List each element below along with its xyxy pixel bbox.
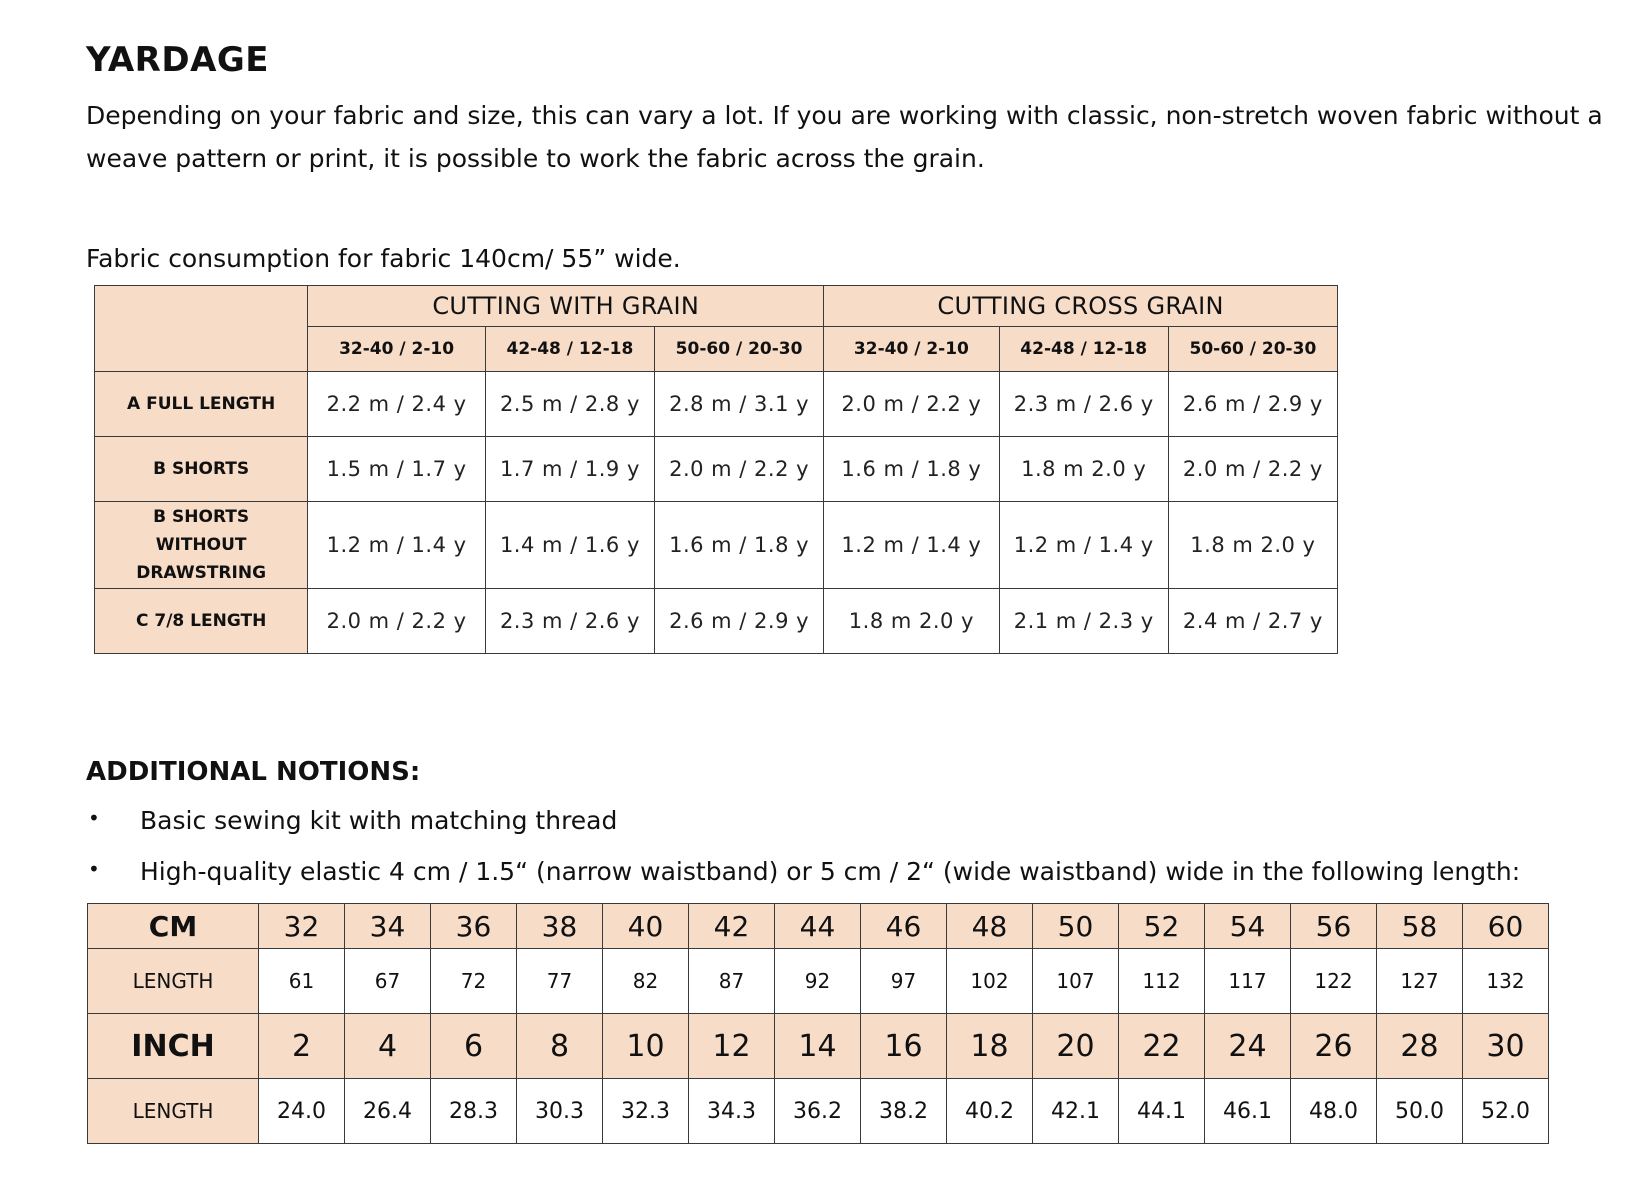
inch-size-cell: 10	[603, 1014, 689, 1079]
cm-size-cell: 46	[861, 904, 947, 949]
cm-size-cell: 36	[431, 904, 517, 949]
cm-length-cell: 132	[1463, 949, 1549, 1014]
table-cell: 1.6 m / 1.8 y	[824, 437, 999, 502]
cm-length-cell: 127	[1377, 949, 1463, 1014]
inch-length-cell: 32.3	[603, 1079, 689, 1144]
inch-length-cell: 34.3	[689, 1079, 775, 1144]
table-cell: 2.4 m / 2.7 y	[1168, 589, 1337, 654]
inch-length-cell: 42.1	[1033, 1079, 1119, 1144]
inch-length-cell: 26.4	[345, 1079, 431, 1144]
group-header-with-grain: CUTTING WITH GRAIN	[308, 286, 824, 327]
inch-size-cell: 24	[1205, 1014, 1291, 1079]
cm-size-cell: 58	[1377, 904, 1463, 949]
table-row	[95, 437, 1338, 502]
row-label-line: B SHORTS	[153, 507, 250, 527]
inch-length-cell: 36.2	[775, 1079, 861, 1144]
notions-list	[86, 806, 1520, 908]
cm-length-cell: 102	[947, 949, 1033, 1014]
cm-size-cell: 40	[603, 904, 689, 949]
table-cell: 2.1 m / 2.3 y	[999, 589, 1168, 654]
table-cell: 2.0 m / 2.2 y	[1168, 437, 1337, 502]
cm-length-cell: 97	[861, 949, 947, 1014]
inch-size-cell: 8	[517, 1014, 603, 1079]
cm-size-cell: 42	[689, 904, 775, 949]
inch-length-row	[88, 1079, 1549, 1144]
table-cell: 1.5 m / 1.7 y	[308, 437, 486, 502]
table-cell: 1.6 m / 1.8 y	[655, 502, 824, 589]
cm-size-cell: 38	[517, 904, 603, 949]
list-item-text: High-quality elastic 4 cm / 1.5“ (narrow waistband) or 5 cm / 2“ (wide waistband) wide in the following length:	[140, 857, 1521, 886]
inch-size-cell: 12	[689, 1014, 775, 1079]
inch-size-cell: 18	[947, 1014, 1033, 1079]
table-cell: 2.6 m / 2.9 y	[655, 589, 824, 654]
row-label-shorts-without-drawstring	[95, 502, 308, 589]
cm-size-cell: 52	[1119, 904, 1205, 949]
cm-length-cell: 92	[775, 949, 861, 1014]
table-cell: 1.8 m 2.0 y	[824, 589, 999, 654]
cm-length-cell: 107	[1033, 949, 1119, 1014]
inch-size-cell: 22	[1119, 1014, 1205, 1079]
cm-size-cell: 44	[775, 904, 861, 949]
cm-size-cell: 48	[947, 904, 1033, 949]
inch-size-cell: 6	[431, 1014, 517, 1079]
inch-length-cell: 50.0	[1377, 1079, 1463, 1144]
inch-label: INCH	[88, 1014, 259, 1079]
inch-length-cell: 44.1	[1119, 1079, 1205, 1144]
table-cell: 2.2 m / 2.4 y	[308, 372, 486, 437]
cm-length-cell: 77	[517, 949, 603, 1014]
yardage-corner-cell	[95, 286, 308, 372]
table-cell: 1.2 m / 1.4 y	[308, 502, 486, 589]
size-header: 50-60 / 20-30	[1168, 327, 1337, 372]
row-label-shorts: B SHORTS	[95, 437, 308, 502]
cm-size-row	[88, 904, 1549, 949]
bullet-icon: •	[88, 806, 100, 830]
list-item	[86, 806, 1520, 857]
table-cell: 2.0 m / 2.2 y	[655, 437, 824, 502]
table-cell: 2.6 m / 2.9 y	[1168, 372, 1337, 437]
inch-length-cell: 40.2	[947, 1079, 1033, 1144]
row-label-line: WITHOUT	[155, 535, 247, 555]
inch-length-cell: 48.0	[1291, 1079, 1377, 1144]
table-cell: 1.8 m 2.0 y	[1168, 502, 1337, 589]
cm-length-label: LENGTH	[88, 949, 259, 1014]
inch-size-cell: 14	[775, 1014, 861, 1079]
table-cell: 2.3 m / 2.6 y	[485, 589, 654, 654]
row-label-full-length: A FULL LENGTH	[95, 372, 308, 437]
cm-length-cell: 72	[431, 949, 517, 1014]
row-label-line: DRAWSTRING	[136, 563, 267, 583]
cm-size-cell: 60	[1463, 904, 1549, 949]
cm-size-cell: 50	[1033, 904, 1119, 949]
page-title: YARDAGE	[86, 40, 270, 80]
table-cell: 2.5 m / 2.8 y	[485, 372, 654, 437]
table-cell: 2.0 m / 2.2 y	[308, 589, 486, 654]
cm-length-cell: 82	[603, 949, 689, 1014]
table-cell: 1.7 m / 1.9 y	[485, 437, 654, 502]
cm-length-cell: 61	[259, 949, 345, 1014]
inch-size-cell: 4	[345, 1014, 431, 1079]
table-cell: 2.3 m / 2.6 y	[999, 372, 1168, 437]
row-label-seven-eighths-length: C 7/8 LENGTH	[95, 589, 308, 654]
inch-size-row	[88, 1014, 1549, 1079]
table-cell: 1.8 m 2.0 y	[999, 437, 1168, 502]
table-cell: 2.0 m / 2.2 y	[824, 372, 999, 437]
cm-size-cell: 32	[259, 904, 345, 949]
inch-length-cell: 38.2	[861, 1079, 947, 1144]
inch-size-cell: 28	[1377, 1014, 1463, 1079]
size-header: 32-40 / 2-10	[824, 327, 999, 372]
yardage-table	[94, 285, 1338, 654]
cm-length-cell: 112	[1119, 949, 1205, 1014]
cm-length-cell: 122	[1291, 949, 1377, 1014]
intro-paragraph: Depending on your fabric and size, this can vary a lot. If you are working with classic, non-stretch woven fabric without a weave pattern or print, it is possible to work the fabric across the grain.	[86, 101, 1603, 173]
size-header: 32-40 / 2-10	[308, 327, 486, 372]
elastic-length-table	[87, 903, 1549, 1144]
list-item-text: Basic sewing kit with matching thread	[140, 806, 618, 835]
table-cell: 1.4 m / 1.6 y	[485, 502, 654, 589]
cm-length-cell: 67	[345, 949, 431, 1014]
inch-size-cell: 26	[1291, 1014, 1377, 1079]
inch-length-label: LENGTH	[88, 1079, 259, 1144]
size-header: 50-60 / 20-30	[655, 327, 824, 372]
inch-size-cell: 30	[1463, 1014, 1549, 1079]
inch-size-cell: 20	[1033, 1014, 1119, 1079]
inch-size-cell: 2	[259, 1014, 345, 1079]
notions-title: ADDITIONAL NOTIONS:	[86, 757, 421, 787]
table-row	[95, 589, 1338, 654]
size-header: 42-48 / 12-18	[999, 327, 1168, 372]
cm-size-cell: 34	[345, 904, 431, 949]
inch-length-cell: 46.1	[1205, 1079, 1291, 1144]
inch-length-cell: 52.0	[1463, 1079, 1549, 1144]
table-caption: Fabric consumption for fabric 140cm/ 55” wide.	[86, 244, 681, 273]
inch-length-cell: 28.3	[431, 1079, 517, 1144]
group-header-cross-grain: CUTTING CROSS GRAIN	[824, 286, 1338, 327]
yardage-group-header-row	[95, 286, 1338, 327]
table-cell: 2.8 m / 3.1 y	[655, 372, 824, 437]
inch-length-cell: 30.3	[517, 1079, 603, 1144]
cm-size-cell: 56	[1291, 904, 1377, 949]
table-cell: 1.2 m / 1.4 y	[824, 502, 999, 589]
table-row	[95, 502, 1338, 589]
list-item	[86, 857, 1520, 908]
bullet-icon: •	[88, 857, 100, 881]
size-header: 42-48 / 12-18	[485, 327, 654, 372]
table-cell: 1.2 m / 1.4 y	[999, 502, 1168, 589]
cm-size-cell: 54	[1205, 904, 1291, 949]
cm-length-row	[88, 949, 1549, 1014]
inch-size-cell: 16	[861, 1014, 947, 1079]
table-row	[95, 372, 1338, 437]
cm-length-cell: 117	[1205, 949, 1291, 1014]
cm-label: CM	[88, 904, 259, 949]
inch-length-cell: 24.0	[259, 1079, 345, 1144]
cm-length-cell: 87	[689, 949, 775, 1014]
